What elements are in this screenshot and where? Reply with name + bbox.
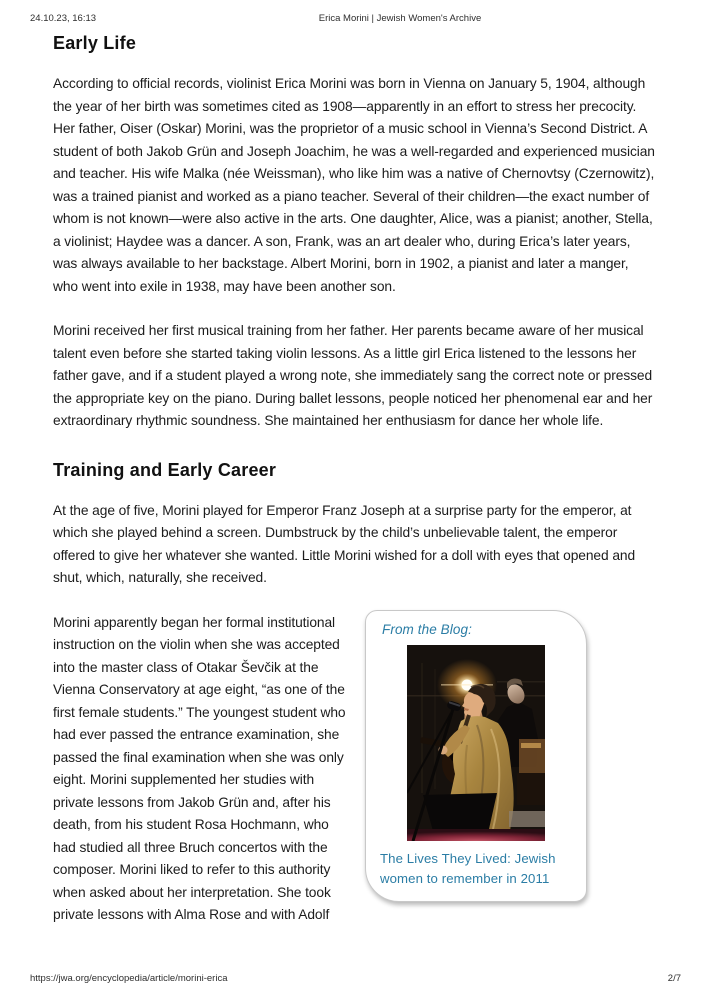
article-content xyxy=(53,33,656,965)
print-timestamp: 24.10.23, 16:13 xyxy=(30,13,97,24)
print-footer xyxy=(30,973,681,986)
concert-photo xyxy=(407,645,545,841)
page-number: 2/7 xyxy=(667,973,681,984)
blog-post-link[interactable]: The Lives They Lived: Jewish women to remember in 2011 xyxy=(380,850,556,886)
section-heading-early-life: Early Life xyxy=(53,33,137,53)
paragraph-emperor: At the age of five, Morini played for Emperor Franz Joseph at a surprise party for the emperor, at which she played behind a screen. Dumbstruck by the child’s unbelievable talent, the emperor offered to give her whatever she wanted. Little Morini wished for a doll with eyes that opened and shut, which, naturally, she received. xyxy=(53,502,636,585)
paragraph-birth-family: According to official records, violinist Erica Morini was born in Vienna on January 5, 1904, although the year of her birth was sometimes cited as 1908—apparently in an effort to stress her precocity. Her father, Oiser (Oskar) Morini, was the proprietor of a music school in Vienna’s Second District. A student of both Jakob Grün and Joseph Joachim, he was a well-regarded and experienced musician and teacher. His wife Malka (née Weissman), who like him was a native of Chernovtsy (Czernowitz), was a trained pianist and worked as a piano teacher. Several of their children—the exact number of whom is not known—were also active in the arts. One daughter, Alice, was a pianist; another, Stella, a violinist; Haydee was a dancer. A son, Frank, was an art dealer who, during Erica’s later years, was always available to her backstage. Albert Morini, born in 1902, a pianist and later a manger, who went into exile in 1938, may have been another son. xyxy=(53,76,655,294)
print-header xyxy=(30,13,681,27)
paragraph-first-training: Morini received her first musical training from her father. Her parents became aware of her musical talent even before she started taking violin lessons. As a little girl Erica listened to the lessons her father gave, and if a student played a wrong note, she immediately sang the correct note or pressed the appropriate key on the piano. During ballet lessons, people noticed her phenomenal ear and her extraordinary rhythmic soundness. She maintained her enthusiasm for dance her whole life. xyxy=(53,323,653,428)
from-the-blog-card xyxy=(365,610,587,902)
source-url: https://jwa.org/encyclopedia/article/morini-erica xyxy=(30,973,228,984)
from-the-blog-label: From the Blog: xyxy=(382,621,472,637)
document-title: Erica Morini | Jewish Women's Archive xyxy=(318,13,482,24)
section-heading-training-career: Training and Early Career xyxy=(53,459,277,480)
paragraph-conservatory: Morini apparently began her formal institutional instruction on the violin when she was accepted into the master class of Otakar Ševčik at the Vienna Conservatory at age eight, “as one of the first female students.” The youngest student who had ever passed the entrance examination, she passed the final examination when she was only eight. Morini supplemented her studies with private lessons from Jakob Grün and, after his death, from his student Rosa Hochmann, who had studied all three Bruch concertos with the composer. Morini liked to refer to this authority when asked about her interpretation. She took private lessons with Alma Rose and with Adolf xyxy=(53,614,346,922)
